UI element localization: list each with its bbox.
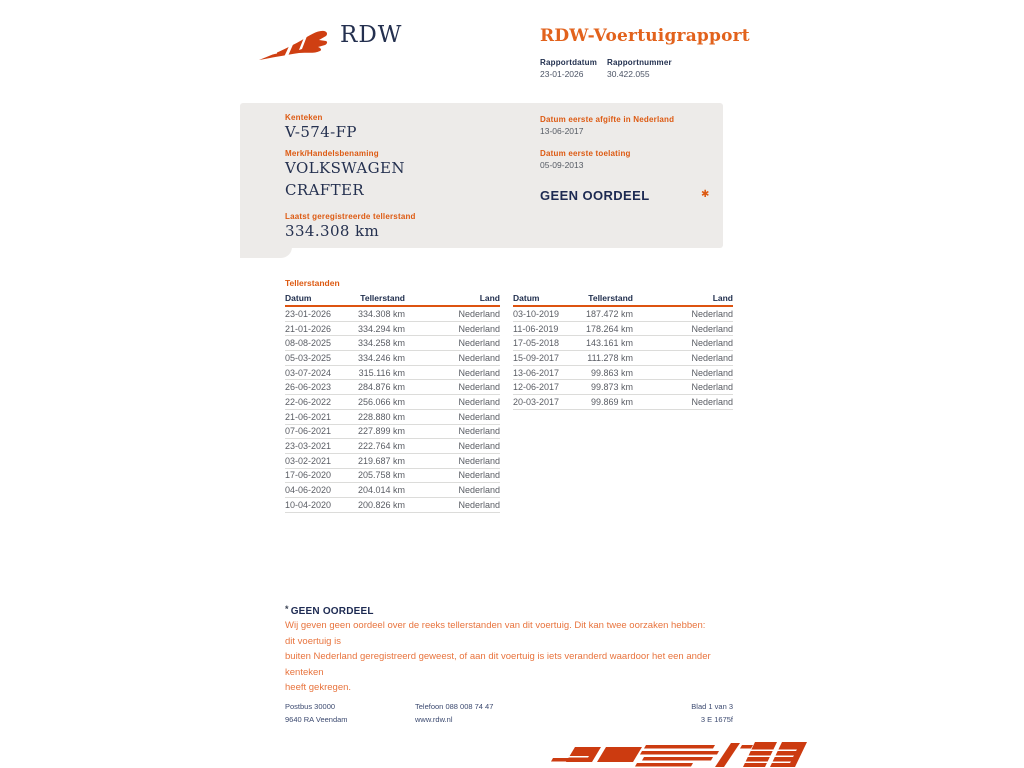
cell-datum: 20-03-2017 <box>513 396 560 407</box>
cell-land: Nederland <box>458 396 500 407</box>
cell-tellerstand: 204.014 km <box>357 485 405 496</box>
table-row <box>513 351 733 366</box>
table-row <box>285 336 500 351</box>
footer-address-line2: 9640 RA Veendam <box>285 715 348 724</box>
cell-datum: 23-01-2026 <box>285 308 332 319</box>
cell-tellerstand: 334.258 km <box>357 338 405 349</box>
footnote-body <box>285 618 715 696</box>
table-row <box>285 425 500 440</box>
tellerstanden-table-left <box>285 291 500 513</box>
toelating-value: 05-09-2013 <box>540 160 584 170</box>
table-header <box>513 291 733 307</box>
cell-land: Nederland <box>458 499 500 510</box>
cell-datum: 11-06-2019 <box>513 323 559 334</box>
cell-datum: 03-02-2021 <box>285 455 332 466</box>
report-number-value: 30.422.055 <box>607 69 650 79</box>
merk-label: Merk/Handelsbenaming <box>285 149 379 158</box>
cell-tellerstand: 111.278 km <box>587 352 633 363</box>
footer-page-number: Blad 1 van 3 <box>691 702 733 711</box>
column-header-land: Land <box>479 293 500 303</box>
cell-land: Nederland <box>458 352 500 363</box>
cell-land: Nederland <box>691 308 733 319</box>
column-header-tellerstand: Tellerstand <box>588 293 633 303</box>
table-row <box>285 439 500 454</box>
tellerstanden-section-label: Tellerstanden <box>285 278 340 288</box>
merk-value-line2: CRAFTER <box>285 181 365 199</box>
cell-tellerstand: 200.826 km <box>357 499 405 510</box>
cell-land: Nederland <box>691 352 733 363</box>
cell-tellerstand: 205.758 km <box>357 470 405 481</box>
cell-tellerstand: 227.899 km <box>357 426 405 437</box>
table-row <box>285 483 500 498</box>
cell-datum: 08-08-2025 <box>285 338 332 349</box>
table-row <box>513 336 733 351</box>
table-row <box>285 351 500 366</box>
table-row <box>285 454 500 469</box>
cell-datum: 03-10-2019 <box>513 308 560 319</box>
cell-land: Nederland <box>691 323 733 334</box>
cell-land: Nederland <box>458 382 500 393</box>
table-row <box>285 469 500 484</box>
footer-address-line1: Postbus 30000 <box>285 702 336 711</box>
footer-contact <box>415 700 493 726</box>
cell-tellerstand: 256.066 km <box>357 396 405 407</box>
kenteken-value: V-574-FP <box>285 123 357 141</box>
summary-box-notch <box>240 247 292 258</box>
cell-tellerstand: 178.264 km <box>585 323 633 334</box>
cell-land: Nederland <box>458 426 500 437</box>
cell-tellerstand: 187.472 km <box>585 308 633 319</box>
table-row <box>285 395 500 410</box>
cell-tellerstand: 334.294 km <box>357 323 405 334</box>
cell-datum: 21-01-2026 <box>285 323 332 334</box>
laatste-tellerstand-label: Laatst geregistreerde tellerstand <box>285 212 416 221</box>
footnote-body-line: heeft gekregen. <box>285 682 352 693</box>
report-date-value: 23-01-2026 <box>540 69 584 79</box>
cell-datum: 26-06-2023 <box>285 382 332 393</box>
rdw-wing-graphic <box>545 740 807 768</box>
cell-datum: 07-06-2021 <box>285 426 332 437</box>
cell-datum: 12-06-2017 <box>513 382 560 393</box>
cell-datum: 13-06-2017 <box>513 367 560 378</box>
cell-datum: 15-09-2017 <box>513 352 560 363</box>
cell-tellerstand: 315.116 km <box>358 367 405 378</box>
column-header-tellerstand: Tellerstand <box>360 293 405 303</box>
cell-land: Nederland <box>458 441 500 452</box>
cell-land: Nederland <box>458 338 500 349</box>
cell-land: Nederland <box>458 485 500 496</box>
table-row <box>285 498 500 513</box>
table-row <box>513 366 733 381</box>
toelating-label: Datum eerste toelating <box>540 149 631 158</box>
tellerstanden-table-right <box>513 291 733 410</box>
table-row <box>285 380 500 395</box>
footnote-body-line: buiten Nederland geregistreerd geweest, of aan dit voertuig is iets veranderd waardoor het een ander kenteken <box>285 651 711 678</box>
cell-land: Nederland <box>691 367 733 378</box>
report-number-label: Rapportnummer <box>607 58 672 67</box>
rdw-wordmark: RDW <box>340 22 403 48</box>
afgifte-label: Datum eerste afgifte in Nederland <box>540 115 675 124</box>
cell-tellerstand: 228.880 km <box>357 411 405 422</box>
cell-tellerstand: 99.869 km <box>590 396 633 407</box>
table-row <box>285 307 500 322</box>
footer-phone: Telefoon 088 008 74 47 <box>415 702 494 711</box>
table-row <box>513 307 733 322</box>
tellerstanden-section <box>285 278 733 518</box>
cell-land: Nederland <box>458 455 500 466</box>
cell-tellerstand: 99.863 km <box>590 367 633 378</box>
cell-tellerstand: 284.876 km <box>357 382 405 393</box>
footnote-marker: * <box>285 604 289 614</box>
cell-datum: 17-06-2020 <box>285 470 332 481</box>
footer-website: www.rdw.nl <box>415 715 453 724</box>
table-row <box>513 380 733 395</box>
table-row <box>513 322 733 337</box>
cell-land: Nederland <box>458 367 500 378</box>
oordeel-status: GEEN OORDEEL <box>540 188 650 203</box>
footnote-body-line: Wij geven geen oordeel over de reeks tellerstanden van dit voertuig. Dit kan twee oorzaken hebben: dit voertuig is <box>285 620 706 647</box>
table-row <box>513 395 733 410</box>
cell-datum: 21-06-2021 <box>285 411 332 422</box>
cell-datum: 23-03-2021 <box>285 441 332 452</box>
cell-datum: 05-03-2025 <box>285 352 332 363</box>
table-row <box>285 366 500 381</box>
table-header <box>285 291 500 307</box>
rdw-logo-icon <box>258 27 332 63</box>
cell-tellerstand: 143.161 km <box>585 338 633 349</box>
cell-land: Nederland <box>458 411 500 422</box>
cell-land: Nederland <box>458 308 500 319</box>
footer-page-info <box>583 700 733 726</box>
column-header-datum: Datum <box>513 293 540 303</box>
footnote-heading-text: GEEN OORDEEL <box>290 606 374 617</box>
kenteken-label: Kenteken <box>285 113 323 122</box>
cell-land: Nederland <box>691 396 733 407</box>
cell-datum: 04-06-2020 <box>285 485 332 496</box>
cell-land: Nederland <box>458 323 500 334</box>
cell-datum: 17-05-2018 <box>513 338 560 349</box>
document-title: RDW-Voertuigrapport <box>540 26 750 46</box>
afgifte-value: 13-06-2017 <box>540 126 584 136</box>
cell-datum: 10-04-2020 <box>285 499 332 510</box>
cell-tellerstand: 219.687 km <box>357 455 405 466</box>
merk-value-line1: VOLKSWAGEN <box>285 159 405 177</box>
footnote-heading <box>285 604 374 617</box>
cell-datum: 22-06-2022 <box>285 396 332 407</box>
oordeel-star-icon: ✱ <box>701 189 710 200</box>
cell-tellerstand: 222.764 km <box>357 441 405 452</box>
cell-datum: 03-07-2024 <box>285 367 332 378</box>
table-row <box>285 410 500 425</box>
report-date-label: Rapportdatum <box>540 58 598 67</box>
cell-tellerstand: 334.308 km <box>357 308 405 319</box>
cell-land: Nederland <box>458 470 500 481</box>
footer-form-code: 3 E 1675f <box>700 715 733 724</box>
cell-land: Nederland <box>691 382 733 393</box>
cell-tellerstand: 99.873 km <box>590 382 633 393</box>
table-row <box>285 322 500 337</box>
laatste-tellerstand-value: 334.308 km <box>285 222 380 240</box>
cell-tellerstand: 334.246 km <box>357 352 405 363</box>
column-header-datum: Datum <box>285 293 312 303</box>
footer-address <box>285 700 348 726</box>
column-header-land: Land <box>712 293 733 303</box>
cell-land: Nederland <box>691 338 733 349</box>
